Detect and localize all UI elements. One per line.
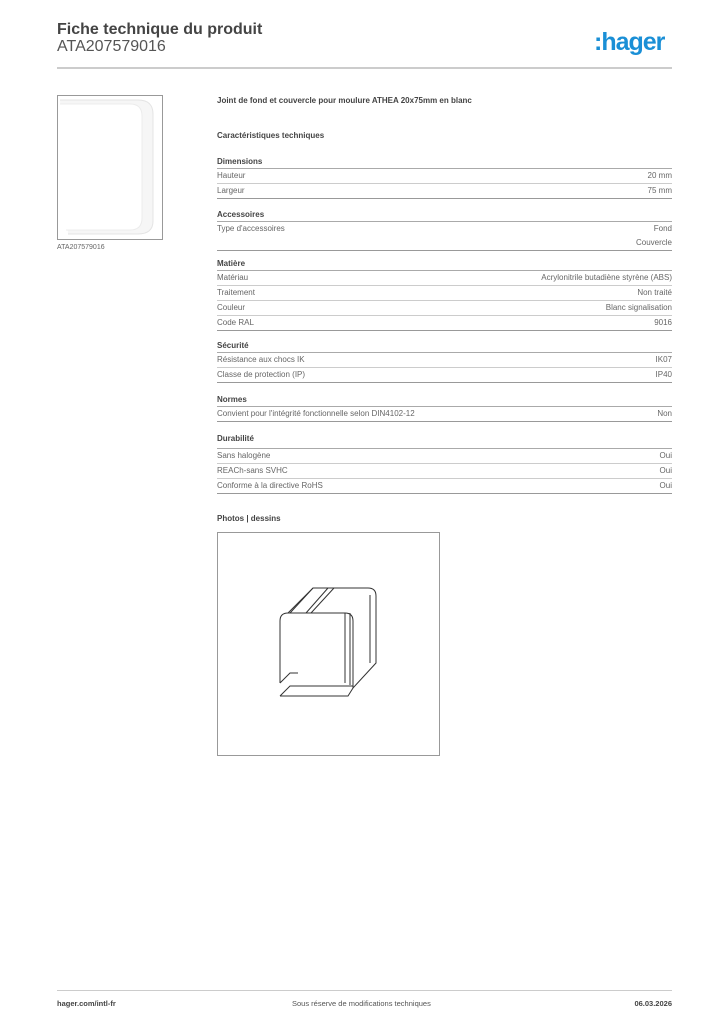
section-title: Sécurité bbox=[217, 339, 672, 353]
table-row bbox=[217, 353, 672, 368]
table-row bbox=[217, 286, 672, 301]
row-label: Type d'accessoires bbox=[217, 224, 285, 233]
section-dimensions bbox=[217, 155, 672, 199]
product-thumbnail bbox=[57, 95, 163, 240]
section-normes bbox=[217, 393, 672, 422]
table-row bbox=[217, 407, 672, 422]
section-accessoires bbox=[217, 208, 672, 251]
row-label: Résistance aux chocs IK bbox=[217, 355, 305, 364]
row-label: REACh-sans SVHC bbox=[217, 466, 288, 475]
row-value: Oui bbox=[659, 466, 672, 475]
row-value: IK07 bbox=[655, 355, 672, 364]
section-durabilite bbox=[217, 432, 672, 494]
table-row bbox=[217, 271, 672, 286]
table-row bbox=[217, 368, 672, 383]
row-value: 9016 bbox=[654, 318, 672, 327]
divider bbox=[57, 990, 672, 991]
section-title: Dimensions bbox=[217, 155, 672, 169]
product-drawing bbox=[217, 532, 440, 756]
table-row bbox=[217, 301, 672, 316]
characteristics-title: Caractéristiques techniques bbox=[217, 131, 325, 140]
row-value: Blanc signalisation bbox=[605, 303, 672, 312]
table-row bbox=[217, 222, 672, 251]
row-label: Classe de protection (IP) bbox=[217, 370, 306, 379]
row-label: Couleur bbox=[217, 303, 246, 312]
section-title: Matière bbox=[217, 257, 672, 271]
table-row bbox=[217, 169, 672, 184]
section-title: Accessoires bbox=[217, 208, 672, 222]
table-row bbox=[217, 449, 672, 464]
row-value: IP40 bbox=[655, 370, 672, 379]
page-title: Fiche technique du produit bbox=[57, 21, 263, 38]
row-value: Non bbox=[657, 409, 672, 418]
row-label: Traitement bbox=[217, 288, 255, 297]
table-row bbox=[217, 316, 672, 331]
row-label: Code RAL bbox=[217, 318, 254, 327]
footer-website-link[interactable]: hager.com/intl-fr bbox=[57, 999, 116, 1008]
product-code: ATA207579016 bbox=[57, 38, 166, 55]
row-value: 20 mm bbox=[647, 171, 672, 180]
photos-title: Photos | dessins bbox=[217, 514, 281, 523]
section-title: Durabilité bbox=[217, 432, 672, 449]
row-label: Matériau bbox=[217, 273, 249, 282]
footer-notice: Sous réserve de modifications techniques bbox=[292, 999, 431, 1008]
product-description: Joint de fond et couvercle pour moulure ATHEA 20x75mm en blanc bbox=[217, 96, 472, 105]
row-label: Hauteur bbox=[217, 171, 246, 180]
row-label: Conforme à la directive RoHS bbox=[217, 481, 323, 490]
section-title: Normes bbox=[217, 393, 672, 407]
footer-date: 06.03.2026 bbox=[634, 999, 672, 1008]
row-value: Couvercle bbox=[635, 238, 672, 247]
product-drawing-icon bbox=[218, 533, 439, 755]
row-value: 75 mm bbox=[647, 186, 672, 195]
table-row bbox=[217, 479, 672, 494]
row-label: Sans halogène bbox=[217, 451, 271, 460]
product-image-icon bbox=[58, 96, 162, 239]
row-value: Oui bbox=[659, 451, 672, 460]
table-row bbox=[217, 464, 672, 479]
row-value: Non traité bbox=[637, 288, 672, 297]
row-label: Convient pour l'intégrité fonctionnelle selon DIN4102-12 bbox=[217, 409, 415, 418]
thumbnail-caption: ATA207579016 bbox=[57, 244, 105, 251]
table-row bbox=[217, 184, 672, 199]
row-label: Largeur bbox=[217, 186, 245, 195]
section-securite bbox=[217, 339, 672, 383]
row-value: Acrylonitrile butadiène styrène (ABS) bbox=[541, 273, 672, 282]
row-value: Fond bbox=[653, 224, 672, 233]
hager-logo: :hager bbox=[594, 28, 665, 56]
section-matiere bbox=[217, 257, 672, 331]
divider bbox=[57, 67, 672, 69]
row-value: Oui bbox=[659, 481, 672, 490]
